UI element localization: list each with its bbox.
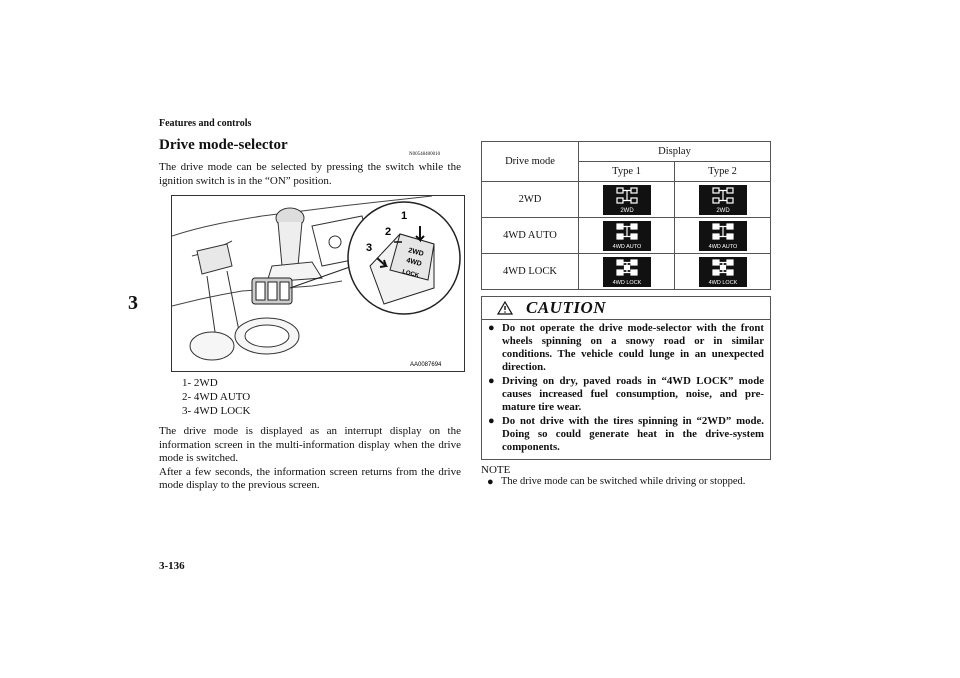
display-cell-type2 bbox=[675, 218, 771, 254]
page-title: Drive mode-selector bbox=[159, 137, 288, 153]
caution-text: Do not drive with the tires spinning in “2WD” mode. Doing so could generate heat in the drive-system components. bbox=[502, 415, 764, 453]
bullet-icon: ● bbox=[488, 415, 495, 427]
callout-item: 1- 2WD bbox=[182, 377, 218, 389]
note-text: The drive mode can be switched while driving or stopped. bbox=[501, 476, 746, 487]
caution-item bbox=[488, 415, 764, 454]
svg-text:4WD LOCK: 4WD LOCK bbox=[708, 279, 737, 286]
svg-text:4WD AUTO: 4WD AUTO bbox=[612, 243, 641, 250]
mode-cell: 4WD LOCK bbox=[482, 254, 579, 290]
drivetrain-4wd-lock-icon bbox=[699, 257, 747, 287]
bullet-icon: ● bbox=[488, 375, 495, 387]
callout-item: 2- 4WD AUTO bbox=[182, 390, 251, 403]
caution-box bbox=[481, 296, 771, 460]
caution-list bbox=[482, 320, 770, 459]
svg-text:4WD LOCK: 4WD LOCK bbox=[612, 279, 641, 286]
display-cell-type1 bbox=[579, 182, 675, 218]
svg-text:2WD: 2WD bbox=[715, 207, 730, 214]
header-drive-mode: Drive mode bbox=[482, 142, 579, 182]
svg-text:2WD: 2WD bbox=[619, 207, 634, 214]
callout-mark-2: 2 bbox=[385, 226, 392, 238]
warning-triangle-icon bbox=[497, 301, 513, 315]
image-code: AA0087694 bbox=[410, 362, 442, 368]
callout-item: 3- 4WD LOCK bbox=[182, 404, 251, 417]
description bbox=[159, 425, 461, 493]
chapter-tab: 3 bbox=[128, 292, 138, 314]
caution-text: Driving on dry, paved roads in “4WD LOCK” mode causes increased fuel consumption, noise, and pre-mature tire wear. bbox=[502, 375, 764, 413]
svg-text:4WD AUTO: 4WD AUTO bbox=[708, 243, 737, 250]
table-row bbox=[482, 254, 771, 290]
caution-item bbox=[488, 322, 764, 374]
callout-list bbox=[182, 377, 250, 418]
header-type1: Type 1 bbox=[579, 162, 675, 182]
display-cell-type2 bbox=[675, 254, 771, 290]
caution-item bbox=[488, 375, 764, 414]
caution-header bbox=[482, 297, 770, 320]
mode-cell: 4WD AUTO bbox=[482, 218, 579, 254]
drivetrain-2wd-icon bbox=[603, 185, 651, 215]
display-cell-type1 bbox=[579, 218, 675, 254]
intro-paragraph: The drive mode can be selected by pressing the switch while the ignition switch is in the “ON” position. bbox=[159, 161, 461, 187]
mode-cell: 2WD bbox=[482, 182, 579, 218]
document-code: N00548400010 bbox=[409, 152, 441, 157]
drive-mode-illustration bbox=[171, 195, 465, 372]
table-row bbox=[482, 182, 771, 218]
table-row bbox=[482, 218, 771, 254]
drivetrain-4wd-lock-icon bbox=[603, 257, 651, 287]
caution-text: Do not operate the drive mode-selector with the front wheels spinning on a snowy road or in similar conditions. The vehicle could lunge in an unexpected direction. bbox=[502, 322, 764, 373]
drivetrain-4wd-auto-icon bbox=[603, 221, 651, 251]
display-cell-type1 bbox=[579, 254, 675, 290]
caution-title: CAUTION bbox=[526, 298, 607, 317]
page-number: 3-136 bbox=[159, 560, 185, 572]
knob-label-4wd: 4WD bbox=[405, 257, 423, 268]
knob-label-2wd: 2WD bbox=[407, 247, 425, 258]
drivetrain-2wd-icon bbox=[699, 185, 747, 215]
note-item bbox=[487, 476, 745, 488]
bullet-icon: ● bbox=[488, 322, 495, 334]
knob-label-lock: LOCK bbox=[401, 269, 420, 280]
header-display: Display bbox=[579, 142, 771, 162]
callout-mark-1: 1 bbox=[401, 210, 408, 222]
header-type2: Type 2 bbox=[675, 162, 771, 182]
description-paragraph: The drive mode is displayed as an interrupt display on the information screen in the multi-information display when the drive mode is switched. bbox=[159, 425, 461, 464]
bullet-icon: ● bbox=[487, 476, 494, 488]
description-paragraph: After a few seconds, the information screen returns from the drive mode display to the previous screen. bbox=[159, 465, 461, 491]
display-cell-type2 bbox=[675, 182, 771, 218]
callout-mark-3: 3 bbox=[366, 242, 373, 254]
drivetrain-4wd-auto-icon bbox=[699, 221, 747, 251]
console-drawing bbox=[172, 196, 464, 371]
section-header: Features and controls bbox=[159, 118, 252, 129]
note-label: NOTE bbox=[481, 464, 511, 476]
drive-mode-table bbox=[481, 141, 771, 290]
